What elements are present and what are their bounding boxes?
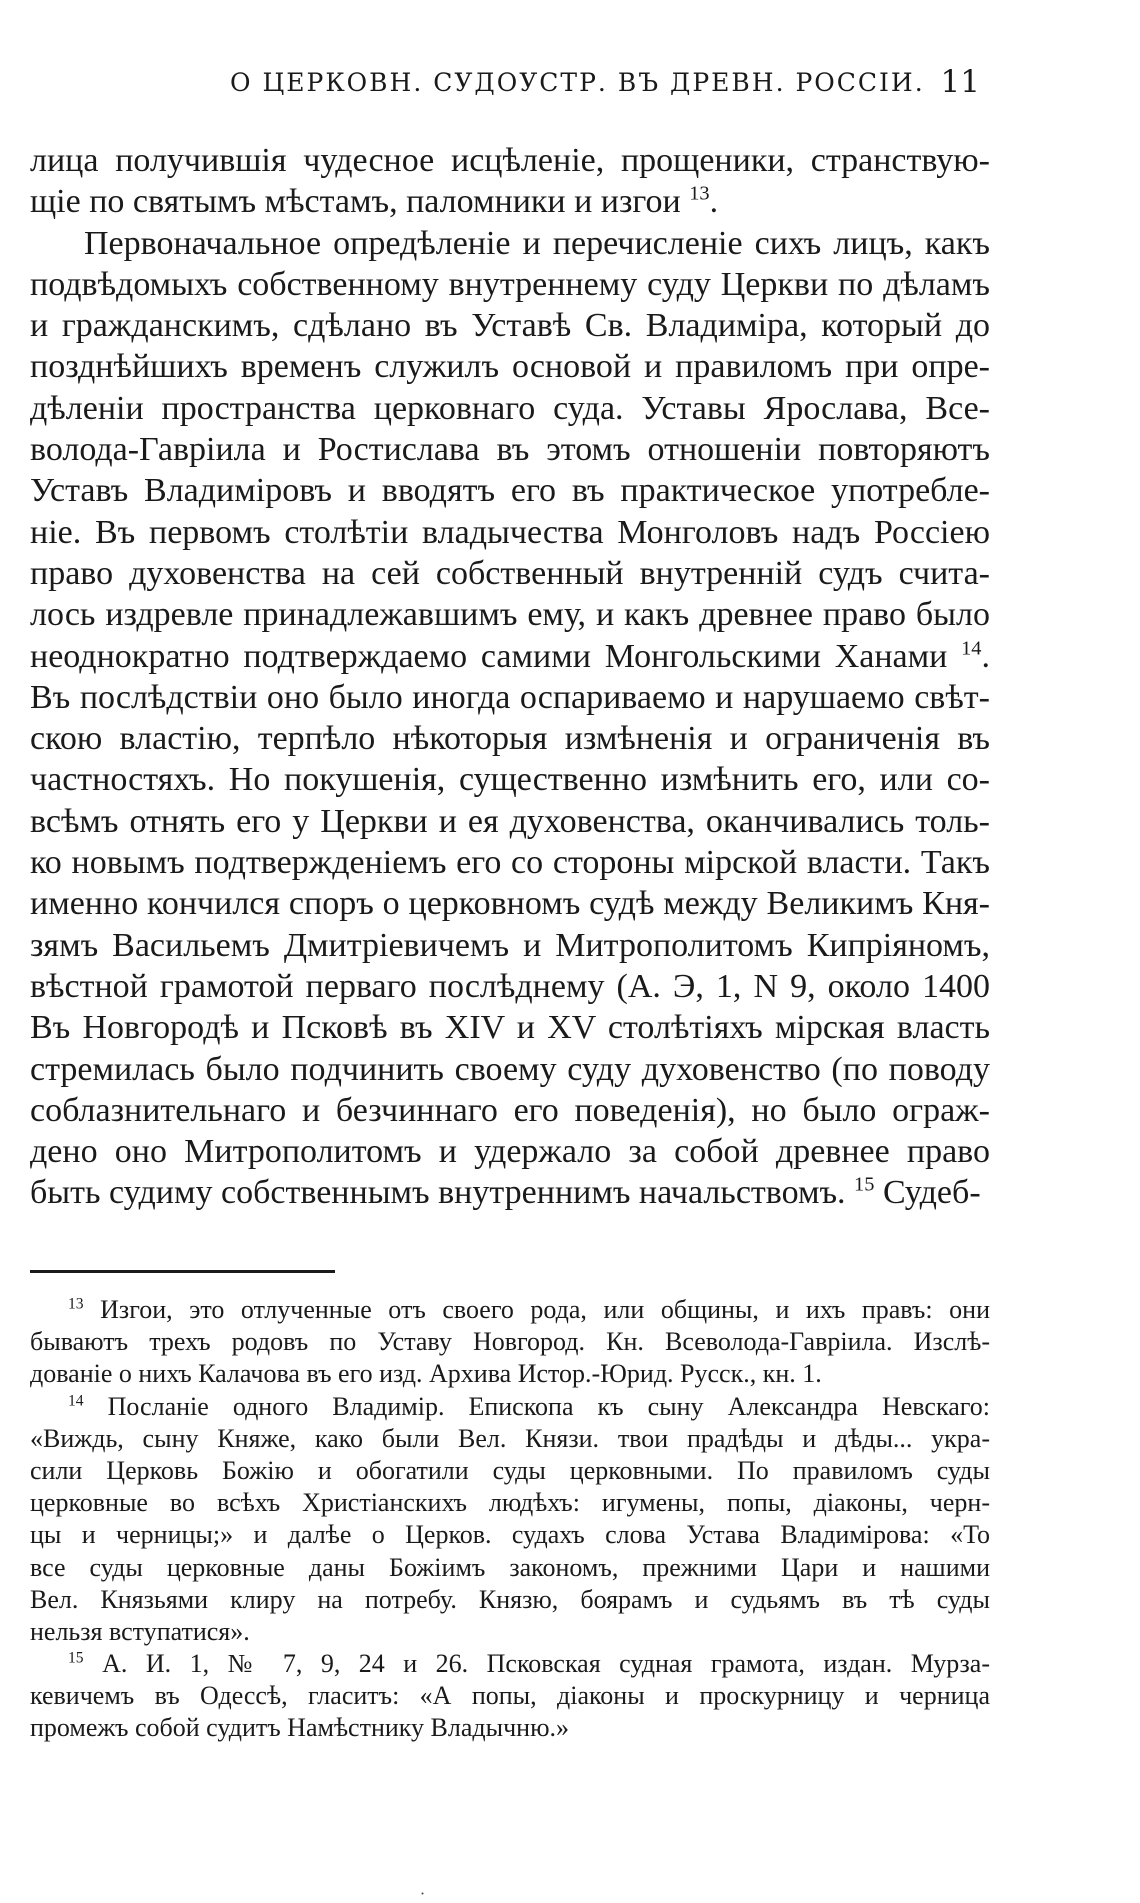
text-line-content: Уставъ Владиміровъ и вводятъ его въ практическое употребле-	[30, 472, 990, 510]
text-line-content: подвѣдомыхъ собственному внутреннему суду Церкви по дѣламъ	[30, 265, 990, 303]
text-line-content: вѣстной грамотой перваго послѣднему (А. Э, 1, N 9, около 1400	[30, 967, 990, 1005]
footnote-line	[30, 1552, 990, 1584]
footnote-line-content: церковные во всѣхъ Христіанскихъ людѣхъ: игумены, попы, діаконы, черн-	[30, 1488, 990, 1518]
text-line-tail: Судеб-	[874, 1174, 981, 1212]
footnote-line	[30, 1680, 990, 1712]
text-line-content: и гражданскимъ, сдѣлано въ Уставѣ Св. Владиміра, который до	[30, 307, 990, 345]
footnote-line-content: А. И. 1, № 7, 9, 24 и 26. Псковская судная грамота, издан. Мурза-	[83, 1649, 990, 1679]
text-line	[30, 925, 990, 966]
text-line	[30, 346, 990, 387]
footnote-reference[interactable]: 13	[689, 182, 710, 205]
text-line	[30, 636, 990, 677]
footnote-line	[30, 1294, 990, 1326]
text-line-content: щіе по святымъ мѣстамъ, паломники и изгои	[30, 183, 690, 221]
text-line-content: дено оно Митрополитомъ и удержало за собой древнее право	[30, 1133, 990, 1171]
text-line	[30, 1090, 990, 1131]
page-header	[30, 64, 980, 108]
page-number: 11	[940, 64, 980, 100]
footnote-number: 13	[68, 1295, 84, 1313]
footnote-line-content: Посланіе одного Владимір. Епископа къ сыну Александра Невскаго:	[83, 1391, 990, 1421]
footnote-line	[30, 1712, 990, 1744]
text-line-content: право духовенства на сей собственный внутренній судъ счита-	[30, 554, 990, 592]
footnote-divider	[30, 1270, 335, 1273]
footnote-line	[30, 1519, 990, 1551]
footnote-line-content: сили Церковь Божію и обогатили суды церковными. По правиломъ суды	[30, 1455, 990, 1485]
text-line	[30, 759, 990, 800]
text-line	[30, 1131, 990, 1172]
text-line	[30, 883, 990, 924]
text-line	[30, 470, 990, 511]
text-line	[30, 223, 990, 264]
text-line	[30, 1172, 990, 1213]
text-line	[30, 842, 990, 883]
text-line-content: дѣленіи пространства церковнаго суда. Уставы Ярослава, Все-	[30, 389, 990, 427]
text-line	[30, 801, 990, 842]
text-line-content: неоднократно подтверждаемо самими Монгольскими Ханами	[30, 637, 962, 675]
footnote-number: 15	[68, 1649, 84, 1667]
main-text	[30, 140, 990, 1214]
text-line-content: ніе. Въ первомъ столѣтіи владычества Монголовъ надъ Россіею	[30, 513, 990, 551]
footnote-line	[30, 1584, 990, 1616]
text-line	[30, 512, 990, 553]
footnote-line	[30, 1358, 990, 1390]
text-line-content: соблазнительнаго и безчиннаго его поведенія), но было ограж-	[30, 1091, 990, 1129]
text-line	[30, 429, 990, 470]
footnote-line-content: дованіе о нихъ Калачова въ его изд. Архива Истор.-Юрид. Русск., кн. 1.	[30, 1359, 822, 1389]
text-line	[30, 718, 990, 759]
footnote-line	[30, 1455, 990, 1487]
footnote-line	[30, 1648, 990, 1680]
text-line	[30, 1049, 990, 1090]
footnote-line-content: бываютъ трехъ родовъ по Уставу Новгород. Кн. Всеволода-Гавріила. Изслѣ-	[30, 1327, 990, 1357]
footnote-line	[30, 1391, 990, 1423]
text-line-content: ко новымъ подтвержденіемъ его со стороны мірской власти. Такъ	[30, 844, 990, 882]
footnote-number: 14	[68, 1391, 84, 1409]
text-line-tail: .	[709, 183, 719, 221]
footnote-line-content: Вел. Князьями клиру на потребу. Князю, боярамъ и судьямъ въ тѣ суды	[30, 1584, 990, 1614]
text-line-content: именно кончился споръ о церковномъ судѣ между Великимъ Кня-	[30, 885, 990, 923]
footnote-reference[interactable]: 15	[854, 1174, 875, 1197]
text-line-content: Первоначальное опредѣленіе и перечисленіе сихъ лицъ, какъ	[84, 224, 990, 262]
text-line-content: быть судиму собственнымъ внутреннимъ начальствомъ.	[30, 1174, 855, 1212]
footnote-line-content: все суды церковные даны Божіимъ закономъ, прежними Цари и нашими	[30, 1552, 990, 1582]
text-line	[30, 677, 990, 718]
text-line-content: стремилась было подчинить своему суду духовенство (по поводу	[30, 1050, 990, 1088]
text-line-content: частностяхъ. Но покушенія, существенно измѣнить его, или со-	[30, 761, 990, 799]
footnote-line	[30, 1616, 990, 1648]
footnotes	[30, 1294, 990, 1745]
text-line-content: лица получившія чудесное исцѣленіе, прощеники, странствую-	[30, 142, 990, 179]
footnote-line-content: промежъ собой судитъ Намѣстнику Владычню.»	[30, 1713, 570, 1743]
footnote-line	[30, 1326, 990, 1358]
stray-mark: ·	[420, 1884, 426, 1903]
text-line	[30, 181, 990, 222]
footnote-line	[30, 1487, 990, 1519]
text-line-content: всѣмъ отнять его у Церкви и ея духовенства, оканчивались толь-	[30, 802, 990, 840]
footnote-line	[30, 1423, 990, 1455]
footnote-line-content: «Виждь, сыну Княже, како были Вел. Князи. твои прадѣды и дѣды... укра-	[30, 1423, 990, 1453]
text-line-tail: .	[981, 637, 990, 675]
footnote-reference[interactable]: 14	[961, 637, 982, 660]
text-line	[30, 553, 990, 594]
text-line	[30, 264, 990, 305]
text-line-content: Въ послѣдствіи оно было иногда оспариваемо и нарушаемо свѣт-	[30, 678, 990, 716]
text-line-content: лось издревле принадлежавшимъ ему, и какъ древнее право было	[30, 596, 990, 634]
footnote-line-content: Изгои, это отлученные отъ своего рода, или общины, и ихъ правъ: они	[83, 1295, 990, 1324]
text-line	[30, 305, 990, 346]
footnote-line-content: цы и черницы;» и далѣе о Церков. судахъ слова Устава Владимірова: «То	[30, 1520, 990, 1550]
text-line	[30, 594, 990, 635]
text-line-content: скою властію, терпѣло нѣкоторыя измѣненія и ограниченія въ	[30, 720, 990, 758]
text-line	[30, 140, 990, 181]
footnote-line-content: нельзя вступатися».	[30, 1616, 250, 1646]
text-line-content: зямъ Васильемъ Дмитріевичемъ и Митрополитомъ Кипріяномъ,	[30, 926, 990, 964]
text-line	[30, 1007, 990, 1048]
text-line-content: волода-Гавріила и Ростислава въ этомъ отношеніи повторяютъ	[30, 431, 990, 469]
text-line-content: позднѣйшихъ временъ служилъ основой и правиломъ при опре-	[30, 348, 990, 386]
text-line	[30, 388, 990, 429]
text-line	[30, 966, 990, 1007]
running-head: О ЦЕРКОВН. СУДОУСТР. ВЪ ДРЕВН. РОССІИ.	[230, 68, 925, 97]
footnote-line-content: кевичемъ въ Одессѣ, гласитъ: «А попы, діаконы и проскурницу и черница	[30, 1681, 990, 1711]
text-line-content: Въ Новгородѣ и Псковѣ въ XIV и XV столѣтіяхъ мірская власть	[30, 1009, 990, 1047]
